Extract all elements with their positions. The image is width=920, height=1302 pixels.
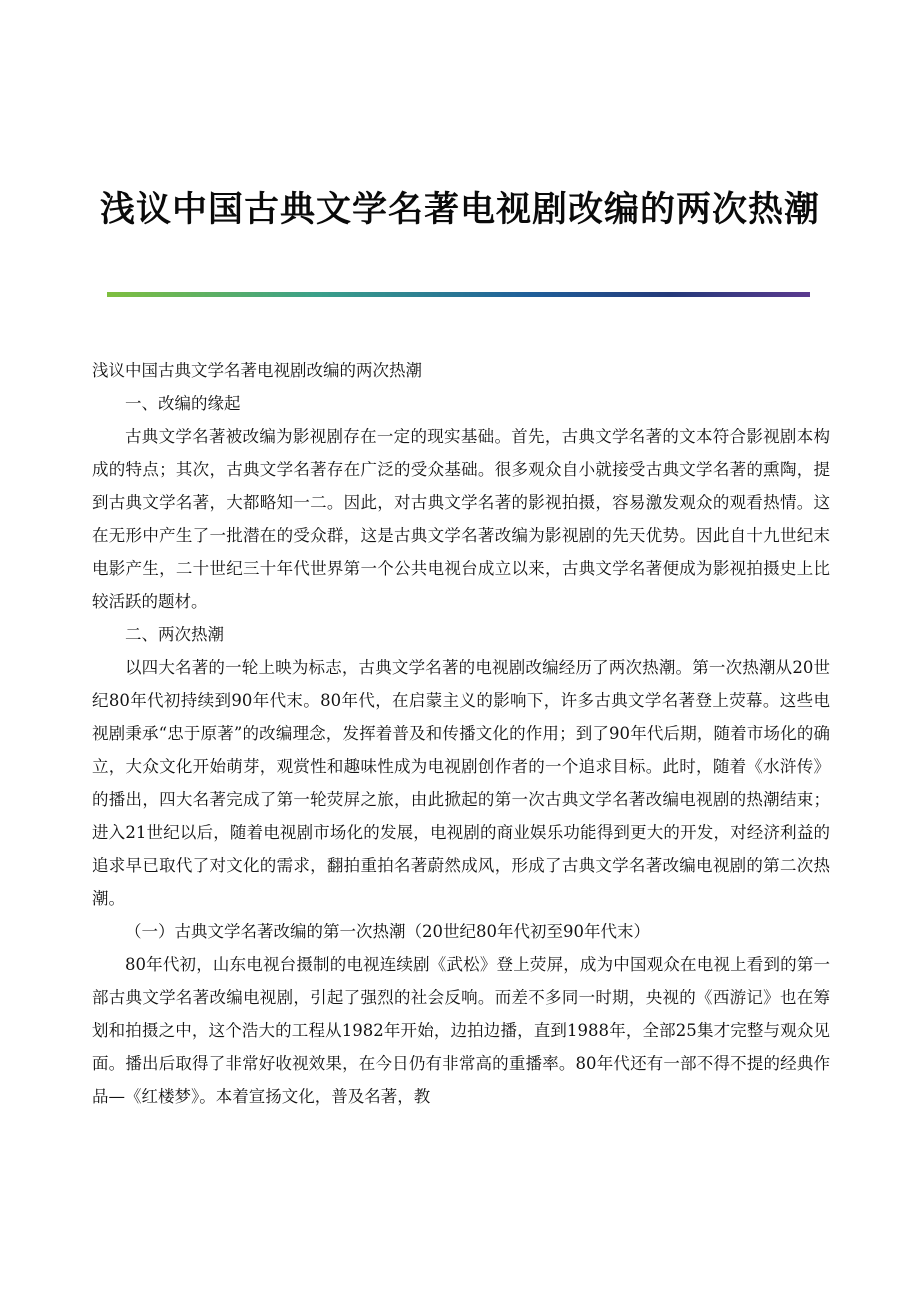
- paragraph-first-wave: 80年代初，山东电视台摄制的电视连续剧《武松》登上荧屏，成为中国观众在电视上看到的第一部古典文学名著改编电视剧，引起了强烈的社会反响。而差不多同一时期，央视的《西游记》也在筹划和拍摄之中，这个浩大的工程从1982年开始，边拍边播，直到1988年，全部25集才完整与观众见面。播出后取得了非常好收视效果，在今日仍有非常高的重播率。80年代还有一部不得不提的经典作品—《红楼梦》。本着宣扬文化，普及名著，教: [92, 955, 830, 1106]
- document-subtitle: 浅议中国古典文学名著电视剧改编的两次热潮: [92, 361, 422, 380]
- title-gradient-rule: [107, 292, 810, 297]
- paragraph-origin: 古典文学名著被改编为影视剧存在一定的现实基础。首先，古典文学名著的文本符合影视剧本构成的特点；其次，古典文学名著存在广泛的受众基础。很多观众自小就接受古典文学名著的熏陶，提到古典文学名著，大都略知一二。因此，对古典文学名著的影视拍摄，容易激发观众的观看热情。这在无形中产生了一批潜在的受众群，这是古典文学名著改编为影视剧的先天优势。因此自十九世纪末电影产生，二十世纪三十年代世界第一个公共电视台成立以来，古典文学名著便成为影视拍摄史上比较活跃的题材。: [92, 427, 830, 611]
- subsection-heading-first-wave: （一）古典文学名著改编的第一次热潮（20世纪80年代初至90年代末）: [125, 922, 650, 941]
- section-heading-two-waves: 二、两次热潮: [125, 625, 224, 644]
- paragraph-two-waves: 以四大名著的一轮上映为标志，古典文学名著的电视剧改编经历了两次热潮。第一次热潮从20世纪80年代初持续到90年代末。80年代，在启蒙主义的影响下，许多古典文学名著登上荧幕。这些电视剧秉承“忠于原著”的改编理念，发挥着普及和传播文化的作用；到了90年代后期，随着市场化的确立，大众文化开始萌芽，观赏性和趣味性成为电视剧创作者的一个追求目标。此时，随着《水浒传》的播出，四大名著完成了第一轮荧屏之旅，由此掀起的第一次古典文学名著改编电视剧的热潮结束；进入21世纪以后，随着电视剧市场化的发展，电视剧的商业娱乐功能得到更大的开发，对经济利益的追求早已取代了对文化的需求，翻拍重拍名著蔚然成风，形成了古典文学名著改编电视剧的第二次热潮。: [92, 658, 830, 908]
- document-title: 浅议中国古典文学名著电视剧改编的两次热潮: [99, 189, 820, 230]
- document-body: [92, 354, 830, 1113]
- section-heading-origin: 一、改编的缘起: [125, 394, 241, 413]
